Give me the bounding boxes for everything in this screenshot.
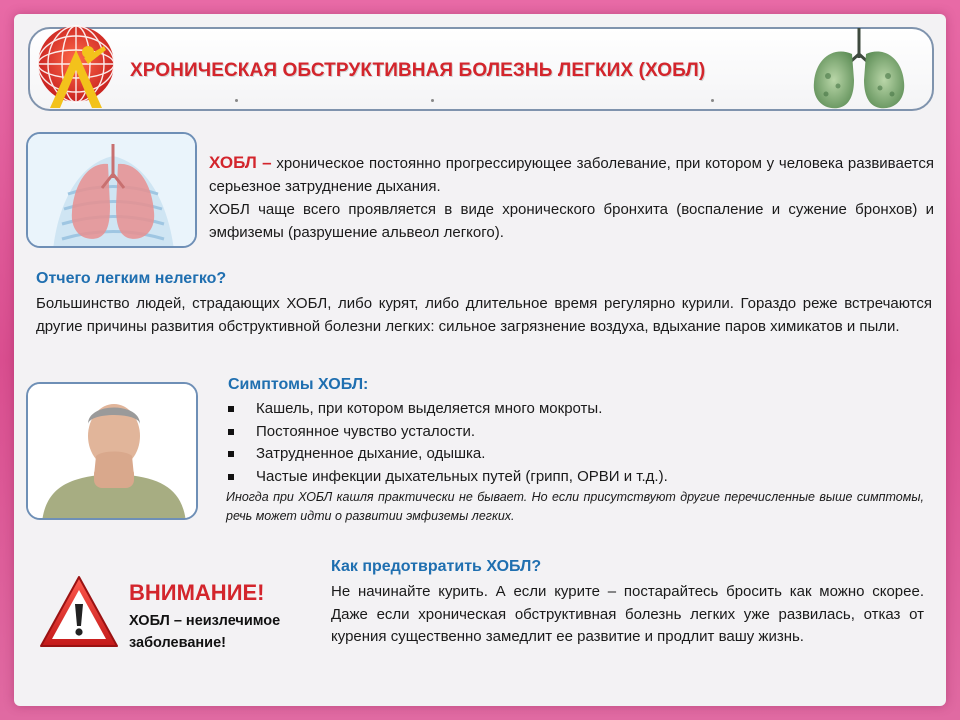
page-title: ХРОНИЧЕСКАЯ ОБСТРУКТИВНАЯ БОЛЕЗНЬ ЛЕГКИХ (ХОБЛ) — [130, 60, 706, 81]
definition-text-1: хроническое постоянно прогрессирующее заболевание, при котором у человека развивается серьезное затруднение дыхания. — [209, 155, 934, 195]
symptoms-list — [228, 398, 928, 488]
warning-triangle-icon — [38, 574, 120, 650]
causes-paragraph: Большинство людей, страдающих ХОБЛ, либо курят, либо длительное время регулярно курили. Гораздо реже встречаются другие причины развития обструктивной болезни легких: сильное загрязнение воздуха, вдыхание паров химикатов и пыли. — [36, 295, 932, 335]
list-item: Постоянное чувство усталости. — [228, 421, 928, 444]
list-item: Кашель, при котором выделяется много мокроты. — [228, 398, 928, 421]
prevention-heading: Как предотвратить ХОБЛ? — [331, 558, 542, 575]
symptoms-note: Иногда при ХОБЛ кашля практически не бывает. Но если присутствуют другие перечисленные выше симптомы, речь может идти о развитии эмфиземы легких. — [226, 490, 924, 523]
bullet-icon — [228, 451, 234, 457]
bullet-icon — [228, 429, 234, 435]
coughing-man-image — [26, 382, 198, 520]
definition-paragraph — [209, 151, 934, 244]
symptoms-heading: Симптомы ХОБЛ: — [228, 376, 369, 393]
list-item: Частые инфекции дыхательных путей (грипп, ОРВИ и т.д.). — [228, 466, 928, 489]
definition-lead: ХОБЛ – — [209, 153, 272, 172]
list-item: Затрудненное дыхание, одышка. — [228, 443, 928, 466]
lungs-icon — [804, 24, 914, 112]
bullet-icon — [228, 474, 234, 480]
prevention-paragraph: Не начинайте курить. А если курите – постарайтесь бросить как можно скорее. Даже если хроническая обструктивная болезнь легких уже развилась, отказ от курения существенно замедлит ее развитие и продлит вашу жизнь. — [331, 583, 924, 645]
definition-text-2: ХОБЛ чаще всего проявляется в виде хронического бронхита (воспаление и сужение бронхов) и эмфиземы (разрушение альвеол легкого). — [209, 201, 934, 241]
warning-text: ХОБЛ – неизлечимое заболевание! — [129, 613, 281, 651]
bullet-icon — [228, 406, 234, 412]
warning-title: ВНИМАНИЕ! — [129, 580, 265, 605]
organization-logo-icon — [32, 22, 120, 110]
causes-heading: Отчего легким нелегко? — [36, 270, 227, 287]
lungs-xray-image — [26, 132, 197, 248]
